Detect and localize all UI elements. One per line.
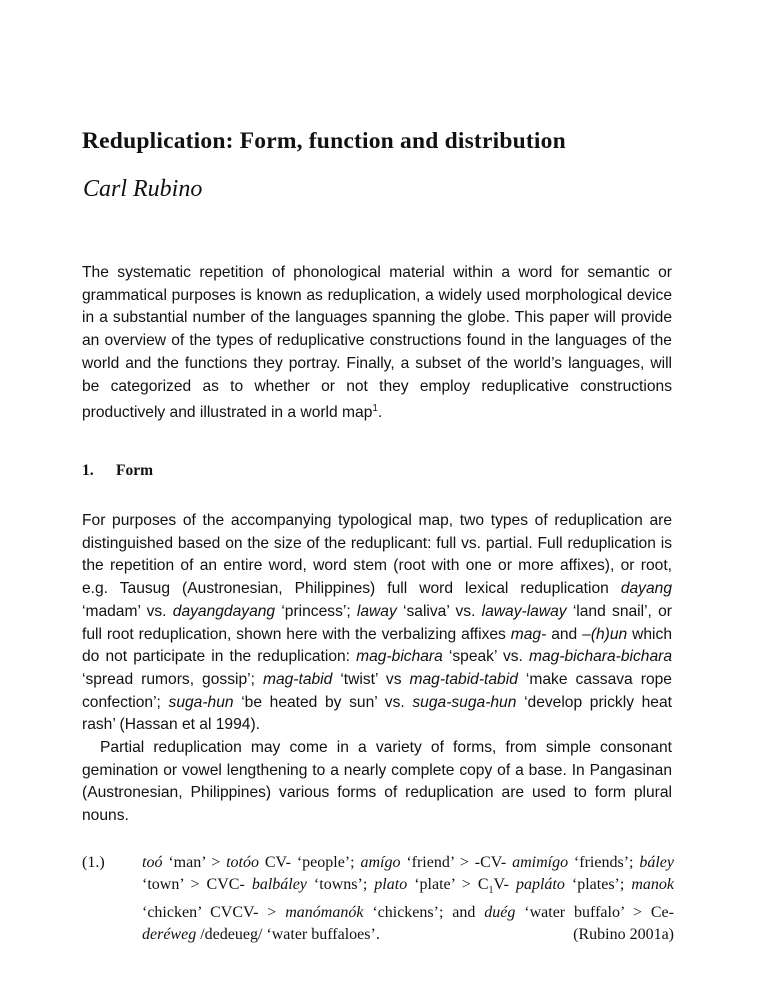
abstract [82,262,672,425]
text-run: and [546,625,583,643]
section-heading [82,462,153,480]
text-run: ‘chickens’; and [363,904,485,922]
text-run: ‘spread rumors, gossip’; [82,670,263,688]
example-word: suga-suga-hun [412,693,517,711]
example-word: mag-tabid-tabid [409,670,518,688]
example-word: mag-tabid [262,670,333,688]
text-run: ‘speak’ vs. [442,648,529,666]
text-run: CV- ‘people’; [259,854,361,871]
text-run: For purposes of the accompanying typological map, two types of reduplication are distinguished based on the size of the reduplicant: full vs. partial. Full reduplication is the repetition of an entire word, word stem (root with one or more affixes), or root, e.g. Tausug (Austronesian, Philippines) full word lexical reduplication [82,512,672,598]
example-word: mag- [510,625,547,643]
example-word: deréweg [142,926,197,944]
abstract-text: The systematic repetition of phonological material within a word for semantic or grammatical purposes is known as reduplication, a widely used morphological device in a substantial number of the languages spanning the globe. This paper will provide an overview of the types of reduplicative constructions found in the languages of the world and the functions they portray. Finally, a subset of the world’s languages, will be categorized as to whether or not they employ reduplicative constructions productively and illustrated in a world map [82,264,672,422]
text-run: ‘chicken’ CVCV- > [142,904,286,922]
author-name: Carl Rubino [83,176,203,202]
example-word: –(h)un [582,625,628,643]
text-run: ‘plate’ > C [407,876,489,893]
text-run: ‘madam’ vs. [82,602,173,620]
example-word: laway-laway [481,602,567,620]
text-run: ‘towns’; [306,876,375,893]
paper-title: Reduplication: Form, function and distribution [82,128,566,154]
subscript: 1 [488,885,494,897]
text-run: ‘be heated by sun’ vs. [233,693,413,711]
example-citation: (Rubino 2001a) [573,926,674,944]
example-word: amígo [360,854,401,871]
example-word: dayangdayang [172,602,276,620]
example-word: manómanók [285,904,364,922]
form-section-body [82,510,672,828]
paragraph-full-reduplication [82,510,672,737]
text-run: ‘princess’; [275,602,357,620]
example-number: (1.) [82,854,105,871]
text-run: ‘develop prickly heat rash’ (Hassan et al 1994). [82,693,672,734]
example-word: manok [631,876,675,893]
section-title: Form [116,462,154,479]
example-word: plato [374,876,408,893]
example-word: mag-bichara [356,648,443,666]
text-run: ‘water buffalo’ > Ce- [515,904,674,922]
example-word: báley [639,854,674,871]
abstract-end: . [377,404,383,422]
text-run: /dedeueg/ ‘water buffaloes’. [196,926,380,944]
text-run: ‘plates’; [564,876,632,893]
example-word: totóo [226,854,259,871]
text-run: ‘saliva’ vs. [396,602,482,620]
example-word: suga-hun [168,693,234,711]
example-word: duég [484,904,516,922]
text-run: V- [493,876,516,893]
example-word: mag-bichara-bichara [528,648,672,666]
text-run: ‘land snail’, or full root reduplication, shown here with the verbalizing affixes [82,602,672,643]
example-word: dayang [620,580,672,598]
paragraph-partial-reduplication: Partial reduplication may come in a variety of forms, from simple consonant gemination or vowel lengthening to a nearly complete copy of a base. In Pangasinan (Austronesian, Philippines) various forms of reduplication are used to form plural nouns. [82,739,672,825]
example-word: amimígo [512,854,569,871]
example-word: balbáley [251,876,307,893]
example-word: toó [142,854,163,871]
text-run: ‘town’ > CVC- [142,876,252,893]
footnote-marker: 1 [372,403,378,415]
text-run: ‘friend’ > -CV- [400,854,513,871]
example-body [142,852,674,946]
text-run: ‘friends’; [568,854,640,871]
section-number: 1. [82,462,94,479]
example-word: laway [356,602,397,620]
text-run: ‘twist’ vs [332,670,410,688]
text-run: which do not participate in the reduplication: [82,625,672,666]
example-word: papláto [515,876,565,893]
text-run: ‘make cassava rope confection’; [82,670,672,711]
text-run: ‘man’ > [162,854,227,871]
